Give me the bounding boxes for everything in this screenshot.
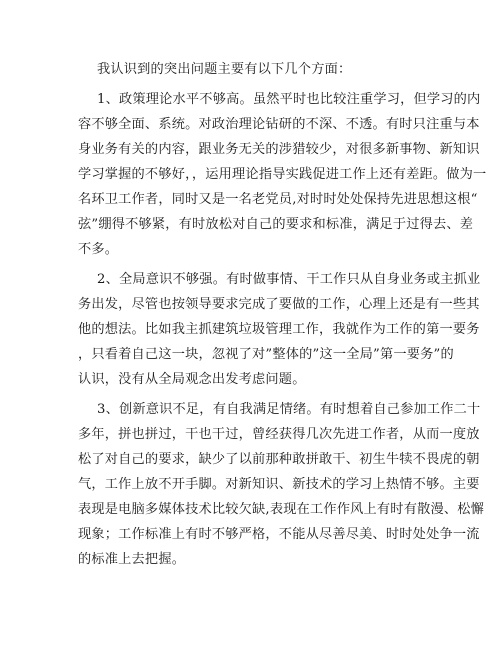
paragraph-3-line-3: 松了对自己的要求，缺少了以前那种敢拼敢干、初生牛犊不畏虎的朝 xyxy=(78,452,480,467)
paragraph-3-line-7: 的标准上去把握。 xyxy=(78,552,186,567)
paragraph-3-line-2: 多年，拼也拼过，干也干过，曾经获得几次先进工作者，从而一度放 xyxy=(78,427,480,442)
paragraph-1-line-6: 弦”绷得不够紧，有时放松对自己的要求和标准，满足于过得去、差 xyxy=(78,217,474,232)
paragraph-1-line-1: 1、政策理论水平不够高。虽然平时也比较注重学习，但学习的内 xyxy=(97,92,481,107)
paragraph-1-line-4: 学习掌握的不够好，，运用理论指导实践促进工作上还有差距。做为一 xyxy=(78,167,487,182)
paragraph-2-line-1: 2、全局意识不够强。有时做事情、干工作只从自身业务或主抓业 xyxy=(97,272,481,287)
paragraph-1-line-3: 身业务有关的内容，跟业务无关的涉猎较少，对很多新事物、新知识 xyxy=(78,142,480,157)
paragraph-3-line-4: 气，工作上放不开手脚。对新知识、新技术的学习上热情不够。主要 xyxy=(78,477,480,492)
paragraph-3-line-6: 现象；工作标准上有时不够严格，不能从尽善尽美、时时处处争一流 xyxy=(78,527,480,542)
paragraph-2-line-5: 认识，没有从全局观念出发考虑问题。 xyxy=(78,372,306,387)
paragraph-1-line-7: 不多。 xyxy=(78,242,119,257)
paragraph-1-line-5: 名环卫工作者，同时又是一名老党员,对时时处处保持先进思想这根“ xyxy=(78,192,478,207)
paragraph-3-line-1: 3、创新意识不足，有自我满足情绪。有时想着自己参加工作二十 xyxy=(97,402,481,417)
paragraph-2-line-3: 他的想法。比如我主抓建筑垃圾管理工作，我就作为工作的第一要务 xyxy=(78,322,480,337)
paragraph-3-line-5: 表现是电脑多媒体技术比较欠缺,表现在工作作风上有时有散漫、松懈 xyxy=(78,502,485,517)
paragraph-2-line-4: ，只看着自己这一块，忽视了对”整体的”这一全局”第一要务”的 xyxy=(78,347,454,362)
paragraph-1-line-2: 容不够全面、系统。对政治理论钻研的不深、不透。有时只注重与本 xyxy=(78,117,480,132)
paragraph-2-line-2: 务出发，尽管也按领导要求完成了要做的工作，心理上还是有一些其 xyxy=(78,297,480,312)
intro-line: 我认识到的突出问题主要有以下几个方面： xyxy=(97,62,352,77)
